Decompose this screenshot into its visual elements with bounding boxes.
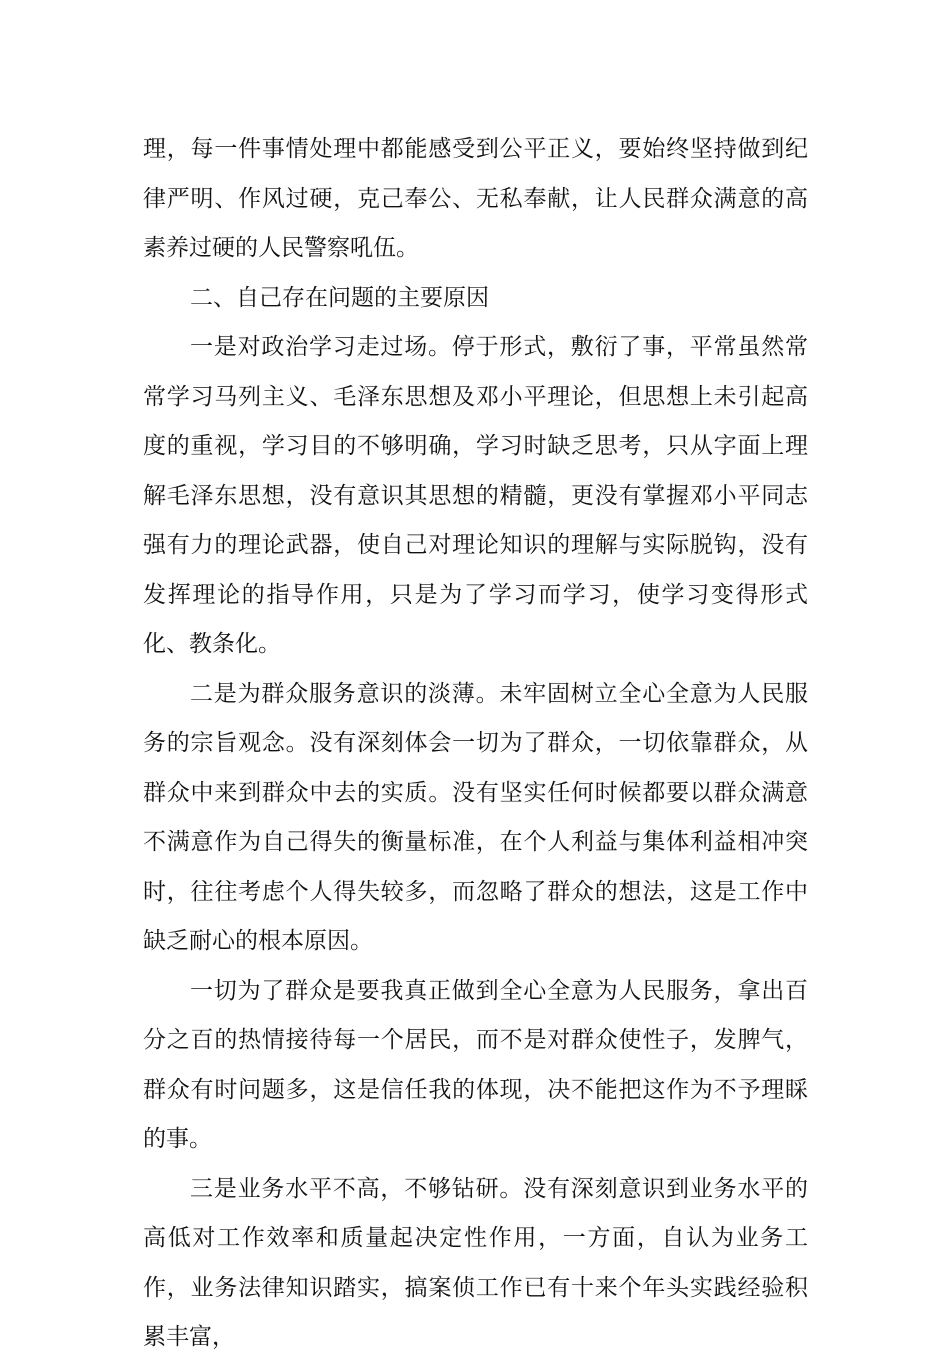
- paragraph-professional-level: 三是业务水平不高，不够钻研。没有深刻意识到业务水平的高低对工作效率和质量起决定性作用，一方面，自认为业务工作，业务法律知识踏实，搞案侦工作已有十来个年头实践经验积累丰富，: [143, 1175, 808, 1350]
- paragraph-continuation: 理，每一件事情处理中都能感受到公平正义，要始终坚持做到纪律严明、作风过硬，克己奉公、无私奉献，让人民群众满意的高素养过硬的人民警察吼伍。: [143, 136, 808, 261]
- paragraph-political-study: 一是对政治学习走过场。停于形式，敷衍了事，平常虽然常常学习马列主义、毛泽东思想及邓小平理论，但思想上未引起高度的重视，学习目的不够明确，学习时缺乏思考，只从字面上理解毛泽东思想，没有意识其思想的精髓，更没有掌握邓小平同志强有力的理论武器，使自己对理论知识的理解与实际脱钩，没有发挥理论的指导作用，只是为了学习而学习，使学习变得形式化、教条化。: [143, 334, 808, 657]
- body-text: [143, 125, 808, 1363]
- section-heading: 二、自己存在问题的主要原因: [190, 284, 489, 311]
- paragraph-for-the-masses: 一切为了群众是要我真正做到全心全意为人民服务，拿出百分之百的热情接待每一个居民，而不是对群众使性子，发脾气，群众有时问题多，这是信任我的体现，决不能把这作为不予理睬的事。: [143, 977, 808, 1152]
- paragraph-service-awareness: 二是为群众服务意识的淡薄。未牢固树立全心全意为人民服务的宗旨观念。没有深刻体会一切为了群众，一切依靠群众，从群众中来到群众中去的实质。没有坚实任何时候都要以群众满意不满意作为自己得失的衡量标准，在个人利益与集体利益相冲突时，往往考虑个人得失较多，而忽略了群众的想法，这是工作中缺乏耐心的根本原因。: [143, 680, 808, 954]
